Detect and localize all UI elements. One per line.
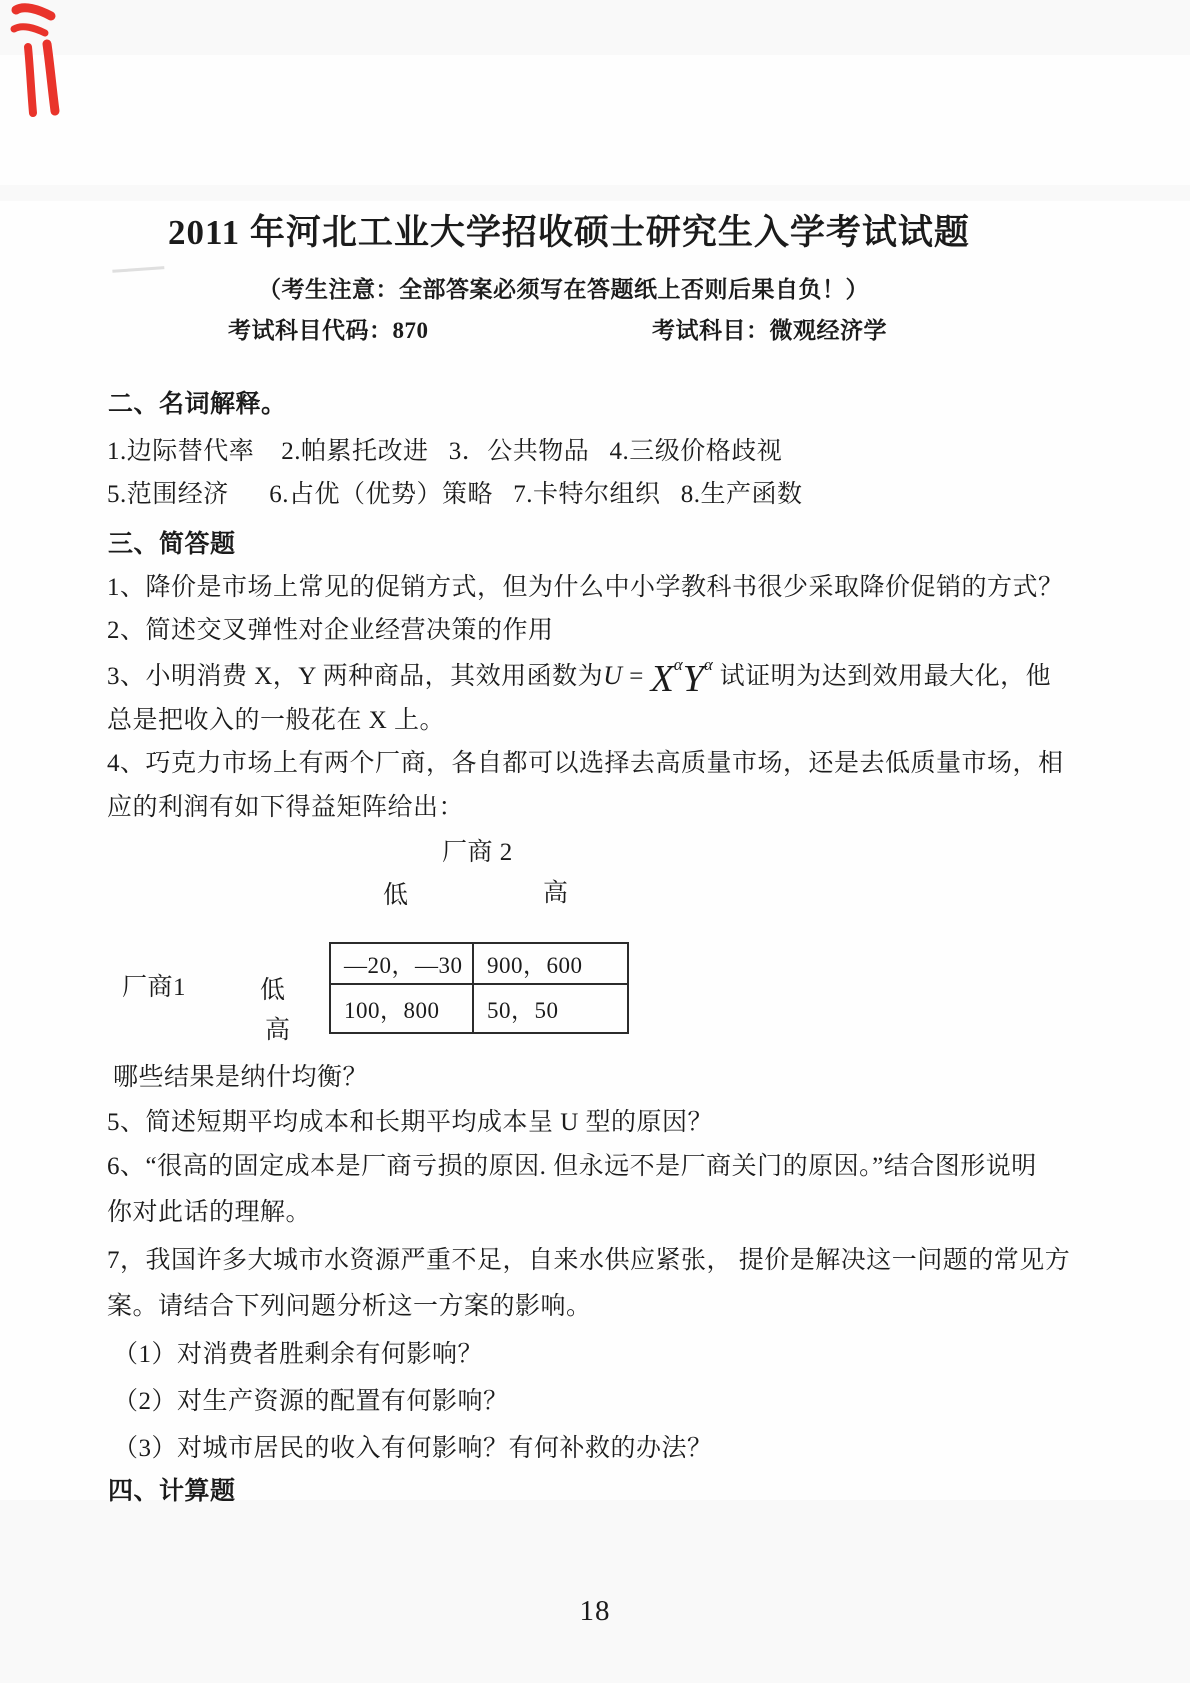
section3-heading: 三、简答题: [108, 531, 236, 558]
question-7-sub3: （3）对城市居民的收入有何影响？有何补救的办法？: [113, 1435, 713, 1462]
formula-u: U: [603, 661, 623, 690]
section4-heading: 四、计算题: [108, 1478, 236, 1505]
payoff-matrix-table: [329, 942, 629, 1034]
matrix-player2-label: 厂商 2: [442, 839, 513, 866]
question-4-line2: 应的利润有如下得益矩阵给出：: [107, 794, 465, 821]
scan-smudge: [112, 256, 165, 273]
question-2: 2、简述交叉弹性对企业经营决策的作用: [107, 617, 554, 644]
question-7-sub1: （1）对消费者胜剩余有何影响？: [113, 1341, 484, 1368]
question-7-line2: 案。请结合下列问题分析这一方案的影响。: [107, 1293, 592, 1320]
matrix-col-header-low: 低: [383, 882, 409, 909]
formula-equals: =: [622, 663, 651, 690]
scan-band: [0, 1500, 1190, 1683]
question-4-nash: 哪些结果是纳什均衡？: [113, 1064, 369, 1091]
question-5: 5、简述短期平均成本和长期平均成本呈 U 型的原因？: [107, 1109, 714, 1136]
formula-y: Y: [682, 658, 704, 700]
payoff-cell-high-low: 100，800: [331, 985, 474, 1032]
payoff-cell-high-high: 50，50: [487, 998, 559, 1023]
utility-formula: [603, 655, 713, 700]
question-3: [107, 655, 1051, 703]
question-6-line2: 你对此话的理解。: [107, 1199, 312, 1226]
formula-alpha-2: α: [703, 655, 713, 674]
candidate-notice: （考生注意：全部答案必须写在答题纸上否则后果自负！）: [258, 277, 869, 302]
question-4-line1: 4、巧克力市场上有两个厂商，各自都可以选择去高质量市场，还是去低质量市场，相: [107, 750, 1064, 777]
page-title: 2011 年河北工业大学招收硕士研究生入学考试试题: [168, 213, 970, 252]
formula-x: X: [650, 658, 674, 700]
matrix-row-header-low: 低: [260, 977, 286, 1004]
question-7-sub2: （2）对生产资源的配置有何影响？: [113, 1388, 509, 1415]
question-3-text-end: 试证明为达到效用最大化，他: [712, 663, 1052, 690]
question-3-continuation: 总是把收入的一般花在 X 上。: [107, 707, 446, 734]
subject-name: 考试科目：微观经济学: [652, 318, 887, 343]
matrix-row-header-high: 高: [265, 1017, 291, 1044]
payoff-cell-low-low: —20，—30: [331, 944, 474, 985]
question-3-text: 3、小明消费 X，Y 两种商品，其效用函数为: [107, 663, 604, 690]
section2-heading: 二、名词解释。: [108, 391, 287, 418]
question-6-line1: 6、“很高的固定成本是厂商亏损的原因. 但永远不是厂商关门的原因。”结合图形说明: [107, 1153, 1037, 1180]
question-7-line1: 7，我国许多大城市水资源严重不足，自来水供应紧张， 提价是解决这一问题的常见方: [107, 1247, 1071, 1274]
page-number: 18: [579, 1595, 611, 1627]
section2-items-line1: 1.边际替代率 2.帕累托改进 3．公共物品 4.三级价格歧视: [107, 438, 783, 465]
section2-items-line2: 5.范围经济 6.占优（优势）策略 7.卡特尔组织 8.生产函数: [107, 481, 803, 508]
formula-alpha-1: α: [673, 655, 683, 674]
payoff-cell-low-high: 900，600: [474, 944, 627, 985]
matrix-col-header-high: 高: [543, 880, 569, 907]
matrix-player1-label: 厂商1: [122, 974, 187, 1001]
red-pen-marks-icon: [4, 0, 82, 128]
question-1: 1、降价是市场上常见的促销方式，但为什么中小学教科书很少采取降价促销的方式？: [107, 574, 1064, 601]
scan-band: [0, 185, 1190, 201]
subject-code: 考试科目代码：870: [228, 318, 429, 343]
scan-band: [0, 0, 1190, 55]
